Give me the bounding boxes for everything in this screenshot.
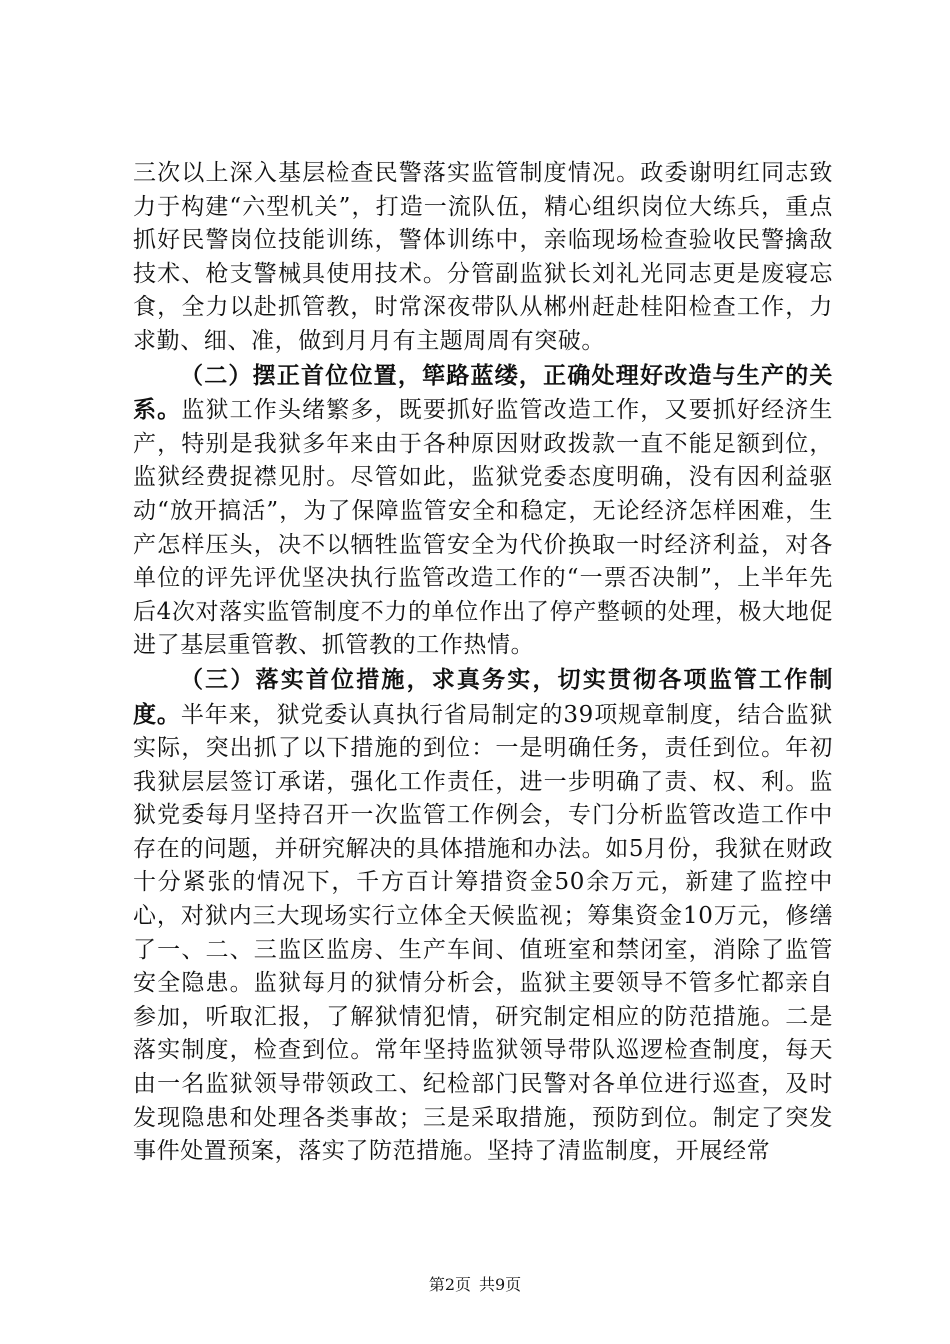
paragraph-1-text: 三次以上深入基层检查民警落实监管制度情况。政委谢明红同志致力于构建“六型机关”，打造一流队伍，精心组织岗位大练兵，重点抓好民警岗位技能训练，警体训练中，亲临现场检查验收民警擒敌技术、枪支警械具使用技术。分管副监狱长刘礼光同志更是废寝忘食，全力以赴抓管教，时常深夜带队从郴州赶赴桂阳检查工作，力求勤、细、准，做到月月有主题周周有突破。 <box>133 160 833 354</box>
page-footer <box>0 1275 950 1295</box>
paragraph-2-heading: （二）摆正首位位置，筚路蓝缕，正确处理好改造与生产的关系。 <box>133 361 833 424</box>
document-body <box>133 156 833 1169</box>
paragraph-3-text: 半年来，狱党委认真执行省局制定的39项规章制度，结合监狱实际，突出抓了以下措施的到位：一是明确任务，责任到位。年初我狱层层签订承诺，强化工作责任，进一步明确了责、权、利。监狱党委每月坚持召开一次监管工作例会，专门分析监管改造工作中存在的问题，并研究解决的具体措施和办法。如5月份，我狱在财政十分紧张的情况下，千方百计筹措资金50余万元，新建了监控中心，对狱内三大现场实行立体全天候监视；筹集资金10万元，修缮了一、二、三监区监房、生产车间、值班室和禁闭室，消除了监管安全隐患。监狱每月的狱情分析会，监狱主要领导不管多忙都亲自参加，听取汇报，了解狱情犯情，研究制定相应的防范措施。二是落实制度，检查到位。常年坚持监狱领导带队巡逻检查制度，每天由一名监狱领导带领政工、纪检部门民警对各单位进行巡查，及时发现隐患和处理各类事故；三是采取措施，预防到位。制定了突发事件处置预案，落实了防范措施。坚持了清监制度，开展经常 <box>133 701 833 1165</box>
paragraph-2 <box>133 359 833 663</box>
paragraph-2-text: 监狱工作头绪繁多，既要抓好监管改造工作，又要抓好经济生产，特别是我狱多年来由于各种原因财政拨款一直不能足额到位，监狱经费捉襟见肘。尽管如此，监狱党委态度明确，没有因利益驱动“放开搞活”，为了保障监管安全和稳定，无论经济怎样困难，生产怎样压头，决不以牺牲监管安全为代价换取一时经济利益，对各单位的评先评优坚决执行监管改造工作的“一票否决制”，上半年先后4次对落实监管制度不力的单位作出了停产整顿的处理，极大地促进了基层重管教、抓管教的工作热情。 <box>133 397 834 659</box>
paragraph-1 <box>133 156 833 359</box>
page-total: 共9页 <box>479 1275 522 1294</box>
paragraph-3 <box>133 663 833 1169</box>
paragraph-3-heading: （三）落实首位措施，求真务实，切实贯彻各项监管工作制度。 <box>133 665 833 728</box>
page-number: 第2页 <box>428 1275 471 1294</box>
